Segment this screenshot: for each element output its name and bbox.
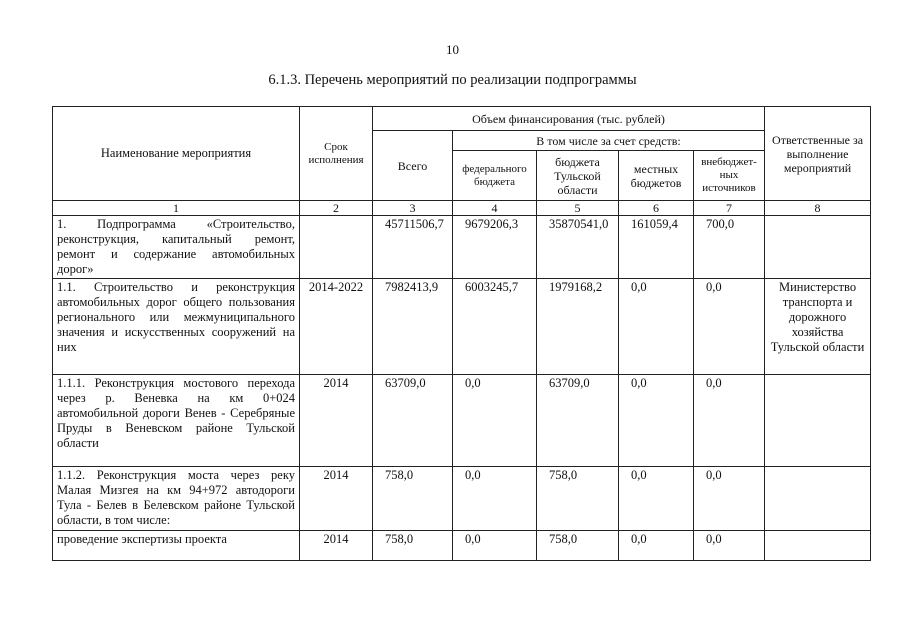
- cell-name: 1.1.1. Реконструкция мостового перехода через р. Веневка на км 0+024 автомобильной дороги Венев - Серебряные Пруды в Веневском районе Тульской области: [53, 375, 300, 467]
- cell-local: 0,0: [619, 531, 694, 561]
- header-responsible: Ответственные за выполнение мероприятий: [765, 107, 871, 201]
- header-name: Наименование мероприятия: [53, 107, 300, 201]
- cell-local: 0,0: [619, 279, 694, 375]
- column-number-row: [53, 201, 871, 216]
- cell-extra: 0,0: [694, 531, 765, 561]
- cell-regional: 758,0: [537, 531, 619, 561]
- table-row: [53, 279, 871, 375]
- cell-total: 45711506,7: [373, 216, 453, 279]
- cell-extra: 0,0: [694, 467, 765, 531]
- cell-extra: 0,0: [694, 279, 765, 375]
- cell-regional: 35870541,0: [537, 216, 619, 279]
- activities-table: [52, 106, 871, 561]
- cell-federal: 6003245,7: [453, 279, 537, 375]
- cell-regional: 1979168,2: [537, 279, 619, 375]
- table-row: [53, 375, 871, 467]
- cell-term: 2014: [300, 467, 373, 531]
- cell-name: 1. Подпрограмма «Строительство, реконструкция, капитальный ремонт, ремонт и содержание автомобильных дорог»: [53, 216, 300, 279]
- cell-responsible: Министерство транспорта и дорожного хозяйства Тульской области: [765, 279, 871, 375]
- cell-name: 1.1. Строительство и реконструкция автомобильных дорог общего пользования регионального или межмуниципального значения и искусственных сооружений на них: [53, 279, 300, 375]
- cell-federal: 0,0: [453, 375, 537, 467]
- cell-name: 1.1.2. Реконструкция моста через реку Малая Мизгея на км 94+972 автодороги Тула - Белев в Белевском районе Тульской области, в том числе:: [53, 467, 300, 531]
- header-total: Всего: [373, 131, 453, 201]
- header-extra: внебюджет-ных источников: [694, 151, 765, 201]
- cell-local: 0,0: [619, 467, 694, 531]
- header-term: Срок исполнения: [300, 107, 373, 201]
- column-number: 2: [300, 201, 373, 216]
- cell-total: 63709,0: [373, 375, 453, 467]
- column-number: 4: [453, 201, 537, 216]
- page-number: 10: [446, 42, 459, 57]
- cell-federal: 9679206,3: [453, 216, 537, 279]
- cell-term: [300, 216, 373, 279]
- table-row: [53, 531, 871, 561]
- cell-term: 2014-2022: [300, 279, 373, 375]
- section-title: 6.1.3. Перечень мероприятий по реализации подпрограммы: [268, 72, 637, 88]
- column-number: 8: [765, 201, 871, 216]
- cell-federal: 0,0: [453, 467, 537, 531]
- header-volume: Объем финансирования (тыс. рублей): [373, 107, 765, 131]
- cell-federal: 0,0: [453, 531, 537, 561]
- column-number: 6: [619, 201, 694, 216]
- cell-extra: 0,0: [694, 375, 765, 467]
- cell-term: 2014: [300, 531, 373, 561]
- cell-total: 758,0: [373, 531, 453, 561]
- header-federal: федерального бюджета: [453, 151, 537, 201]
- cell-name: проведение экспертизы проекта: [53, 531, 300, 561]
- cell-local: 0,0: [619, 375, 694, 467]
- cell-term: 2014: [300, 375, 373, 467]
- header-including: В том числе за счет средств:: [453, 131, 765, 151]
- cell-regional: 758,0: [537, 467, 619, 531]
- column-number: 3: [373, 201, 453, 216]
- table-row: [53, 216, 871, 279]
- header-regional: бюджета Тульской области: [537, 151, 619, 201]
- column-number: 7: [694, 201, 765, 216]
- cell-responsible: [765, 467, 871, 531]
- column-number: 1: [53, 201, 300, 216]
- cell-responsible: [765, 216, 871, 279]
- cell-regional: 63709,0: [537, 375, 619, 467]
- column-number: 5: [537, 201, 619, 216]
- cell-responsible: [765, 531, 871, 561]
- header-local: местных бюджетов: [619, 151, 694, 201]
- cell-total: 7982413,9: [373, 279, 453, 375]
- cell-extra: 700,0: [694, 216, 765, 279]
- cell-local: 161059,4: [619, 216, 694, 279]
- cell-responsible: [765, 375, 871, 467]
- cell-total: 758,0: [373, 467, 453, 531]
- table-row: [53, 467, 871, 531]
